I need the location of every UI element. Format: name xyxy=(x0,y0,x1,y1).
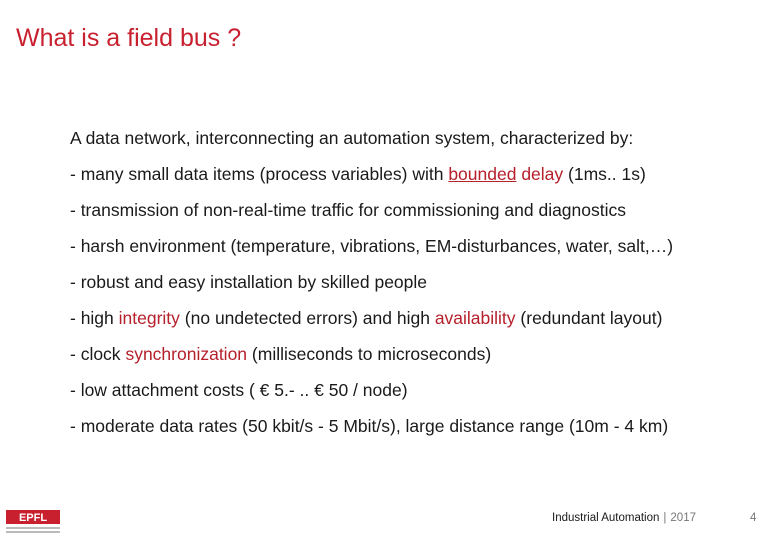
slide-content xyxy=(70,126,770,450)
bullet-item: - low attachment costs ( € 5.- .. € 50 / node) xyxy=(70,380,408,400)
footer xyxy=(0,512,780,532)
footer-year: 2017 xyxy=(670,512,696,524)
svg-text:EPFL: EPFL xyxy=(18,512,48,524)
highlight-text: integrity xyxy=(118,308,180,328)
intro-text: A data network, interconnecting an automation system, characterized by: xyxy=(70,128,634,148)
bullet-item: - harsh environment (temperature, vibrations, EM-disturbances, water, salt,…) xyxy=(70,236,674,256)
bullet-item: - moderate data rates (50 kbit/s - 5 Mbit/s), large distance range (10m - 4 km) xyxy=(70,416,669,436)
bullet-item: - clock synchronization (milliseconds to microseconds) xyxy=(70,344,492,364)
highlight-text: availability xyxy=(434,308,516,328)
bullet-item: - high integrity (no undetected errors) and high availability (redundant layout) xyxy=(70,308,663,328)
highlight-text: bounded xyxy=(448,164,517,184)
highlight-text: synchronization xyxy=(125,344,248,364)
footer-course: Industrial Automation | 2017 xyxy=(552,512,696,524)
bullet-item: - robust and easy installation by skilled people xyxy=(70,272,428,292)
bullet-item: - transmission of non-real-time traffic for commissioning and diagnostics xyxy=(70,200,627,220)
footer-separator: | xyxy=(663,512,667,524)
page-number: 4 xyxy=(750,512,757,524)
highlight-text: delay xyxy=(521,164,564,184)
bullet-item: - many small data items (process variables) with bounded delay (1ms.. 1s) xyxy=(70,164,646,184)
slide-title: What is a field bus ? xyxy=(16,24,242,52)
